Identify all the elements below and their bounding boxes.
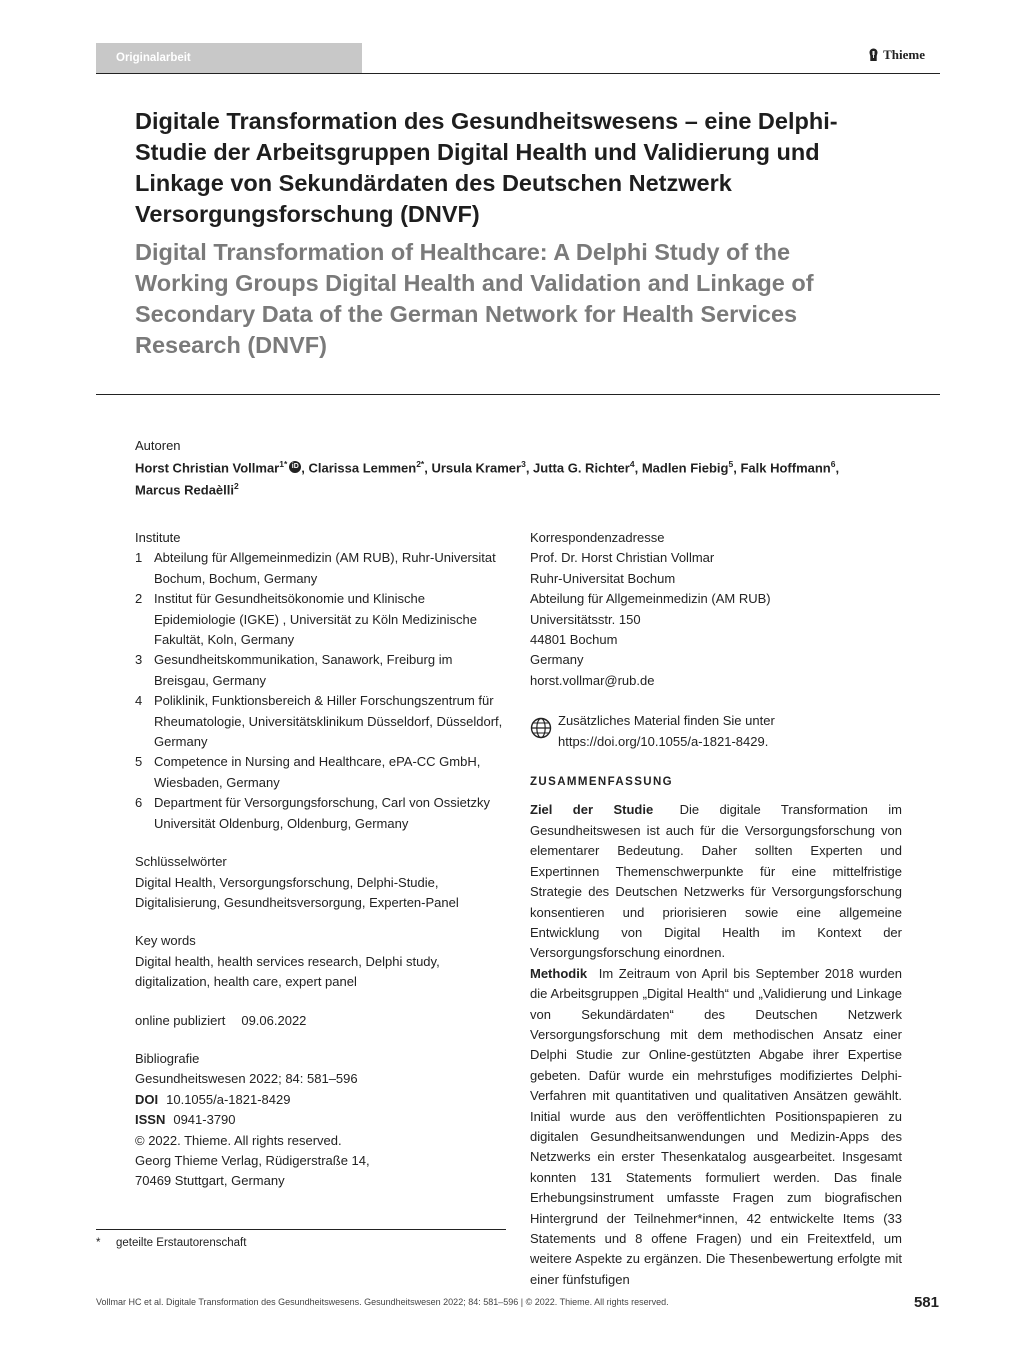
list-item [135, 589, 507, 650]
author-name[interactable]: Falk Hoffmann [740, 460, 831, 476]
authors-label: Autoren [135, 438, 181, 453]
publisher-address-line: 70469 Stuttgart, Germany [135, 1173, 285, 1189]
institute-text: Gesundheitskommunikation, Sanawork, Freiburg im Breisgau, Germany [154, 652, 453, 688]
published-label: online publiziert [135, 1012, 226, 1028]
correspondence-line: Ruhr-Universitat Bochum [530, 570, 676, 586]
published-block [135, 1011, 507, 1031]
institute-text: Abteilung für Allgemeinmedizin (AM RUB), Ruhr-Universitat Bochum, Bochum, Germany [154, 550, 496, 586]
institute-number: 4 [135, 693, 143, 709]
authors-list: Horst Christian Vollmar$^{1*}$ iD , Clarissa Lemmen$^{2*}$, Ursula Kramer$^3$, Jutta G. Richter$^4$, Madlen Fiebig$^5$, Falk Hoffmann$^6$, Marcus Redaèlli$^2$ [135, 459, 840, 498]
section-label: Originalarbeit [96, 43, 362, 73]
publisher-address-line: Georg Thieme Verlag, Rüdigerstraße 14, [135, 1152, 370, 1168]
published-date: 09.06.2022 [241, 1012, 307, 1028]
keywords-de-label: Schlüsselwörter [135, 854, 227, 870]
keywords-en-block [135, 931, 507, 992]
footnote-marker: * [96, 1237, 101, 1249]
abstract-method-label: Methodik [530, 965, 588, 981]
footnote-text: geteilte Erstautorenschaft [116, 1237, 247, 1249]
journal-citation: Gesundheitswesen 2022; 84: 581–596 [135, 1071, 358, 1087]
institutes-list [135, 548, 507, 834]
list-item [135, 793, 507, 834]
correspondence-line: 44801 Bochum [530, 632, 618, 648]
institutes-label: Institute [135, 530, 181, 545]
institute-number: 3 [135, 652, 143, 668]
institute-text: Department für Versorgungsforschung, Carl von Ossietzky Universität Oldenburg, Oldenburg, Germany [154, 795, 490, 831]
institute-number: 1 [135, 550, 143, 566]
keywords-en-text: Digital health, health services research, Delphi study, digitalization, health care, expert panel [135, 953, 440, 990]
supplementary-text[interactable]: Zusätzliches Material finden Sie unter https://doi.org/10.1055/a-1821-8429. [558, 713, 775, 749]
title-german: Digitale Transformation des Gesundheitswesens – eine Delphi-Studie der Arbeitsgruppen Digital Health und Validierung und Linkage von Sekundärdaten des Deutschen Netzwerk Versorgungsforschung (DNVF) [135, 108, 838, 227]
author-affiliation: 1* [279, 459, 288, 469]
author-affiliation: 4 [629, 459, 635, 469]
correspondence-line: Universitätsstr. 150 [530, 611, 641, 627]
doi-link[interactable]: 10.1055/a-1821-8429 [166, 1091, 291, 1107]
list-item [135, 752, 507, 793]
author-affiliation: 2 [234, 481, 239, 492]
institute-number: 2 [135, 591, 143, 607]
abstract-heading: ZUSAMMENFASSUNG [530, 776, 674, 789]
issn-value: 0941-3790 [173, 1112, 236, 1128]
keywords-de-block [135, 852, 507, 913]
author-affiliation: 6 [830, 459, 836, 469]
institute-text: Poliklinik, Funktionsbereich & Hiller Forschungszentrum für Rheumatologie, Universitätsklinikum Düsseldorf, Düsseldorf, Germany [154, 693, 503, 750]
supplementary-note [530, 711, 902, 752]
abstract-method-text: Im Zeitraum von April bis September 2018 wurden die Arbeitsgruppen „Digital Health“ und „Validierung und Linkage von Sekundärdaten“ des Deutschen Netzwerk Versorgungsforschung mit dem methodischen Ansatz einer Delphi Studie zur Online-gestützten Abgabe ihrer Expertise gebeten. Dafür wurde ein mehrstufiges modifiziertes Delphi-Verfahren mit quantitativen und qualitativen Ansätzen gewählt. Initial wurde aus den veröffentlichten Positionspapieren zu digitalen Gesundheitsanwendungen und Medizin-Apps des Netzwerks ein erster Thesenkatalog ausgearbeitet. Insgesamt konnten 131 Statements formuliert werden. Das finale Erhebungsinstrument umfasste Fragen zum biografischen Hintergrund der Teilnehmer*innen, 42 entwickelte Items (33 Statements und 8 offene Fragen) und ein Freitextfeld, um weitere Aspekte zu ergänzen. Die Thesenbewertung erfolgte mit einer fünfstufigen [530, 965, 902, 1287]
author-affiliation: 2* [416, 459, 425, 469]
institute-text: Institut für Gesundheitsökonomie und Klinische Epidemiologie (IGKE) , Universität zu Köln Medizinische Fakultät, Koln, Germany [154, 591, 477, 648]
footnote [96, 1237, 246, 1249]
authors-block [135, 436, 915, 500]
author-name[interactable]: Ursula Kramer [431, 460, 522, 476]
footnote-rule [96, 1229, 506, 1230]
author-name[interactable]: Jutta G. Richter [533, 460, 630, 476]
abstract-aim-label: Ziel der Studie [530, 802, 654, 818]
author-name[interactable]: Clarissa Lemmen [308, 460, 417, 476]
author-name[interactable]: Horst Christian Vollmar [135, 460, 280, 476]
author-name[interactable]: Madlen Fiebig [641, 460, 729, 476]
page-footer-citation: Vollmar HC et al. Digitale Transformation des Gesundheitswesens. Gesundheitswesen 2022; 84: 581–596 | © 2022. Thieme. All rights reserved. [96, 1297, 669, 1307]
author-name[interactable]: Marcus Redaèlli [135, 482, 234, 498]
author-affiliation: 3 [521, 459, 526, 469]
thieme-logo-icon [868, 48, 879, 62]
institute-text: Competence in Nursing and Healthcare, ePA-CC GmbH, Wiesbaden, Germany [154, 754, 481, 790]
page-number: 581 [913, 1294, 939, 1311]
correspondence-line: Prof. Dr. Horst Christian Vollmar [530, 550, 715, 566]
institute-number: 5 [135, 754, 143, 770]
bibliography-block [135, 1049, 507, 1192]
title-english: Digital Transformation of Healthcare: A Delphi Study of the Working Groups Digital Health and Validation and Linkage of Secondary Data of the German Network for Health Services Research (DNVF) [135, 239, 814, 358]
list-item [135, 548, 507, 589]
copyright-text: © 2022. Thieme. All rights reserved. [135, 1132, 342, 1148]
publisher-name: Thieme [883, 47, 925, 62]
author-affiliation: 5 [728, 459, 734, 469]
keywords-de-text: Digital Health, Versorgungsforschung, Delphi-Studie, Digitalisierung, Gesundheitsversorgung, Experten-Panel [135, 874, 459, 910]
left-column [135, 528, 507, 1192]
orcid-icon[interactable]: iD [289, 461, 301, 473]
abstract-aim-text: Die digitale Transformation im Gesundheitswesen ist auch für die Versorgungsforschung von elementarer Bedeutung. Daher sollten Experten und Expertinnen Themenschwerpunkte für eine mittelfristige Strategie des Deutschen Netzwerks für Versorgungsforschung konsentieren und priorisieren sowie eine allgemeine Entwicklung von Digital Health im Kontext der Versorgungsforschung einordnen. [530, 802, 902, 961]
title-rule [96, 394, 940, 395]
correspondence-line: Abteilung für Allgemeinmedizin (AM RUB) [530, 591, 771, 607]
institute-number: 6 [135, 795, 143, 811]
doi-label: DOI [135, 1091, 159, 1107]
globe-icon [530, 717, 552, 739]
right-column [530, 528, 902, 1290]
header-rule [96, 73, 940, 74]
abstract-body [530, 800, 902, 1290]
issn-label: ISSN [135, 1112, 166, 1128]
correspondence-label: Korrespondenzadresse [530, 530, 665, 545]
publisher-logo [868, 47, 925, 63]
correspondence-email[interactable]: horst.vollmar@rub.de [530, 672, 655, 688]
list-item [135, 650, 507, 691]
list-item [135, 691, 507, 752]
keywords-en-label: Key words [135, 933, 196, 949]
bibliography-label: Bibliografie [135, 1050, 200, 1066]
correspondence-line: Germany [530, 652, 584, 668]
